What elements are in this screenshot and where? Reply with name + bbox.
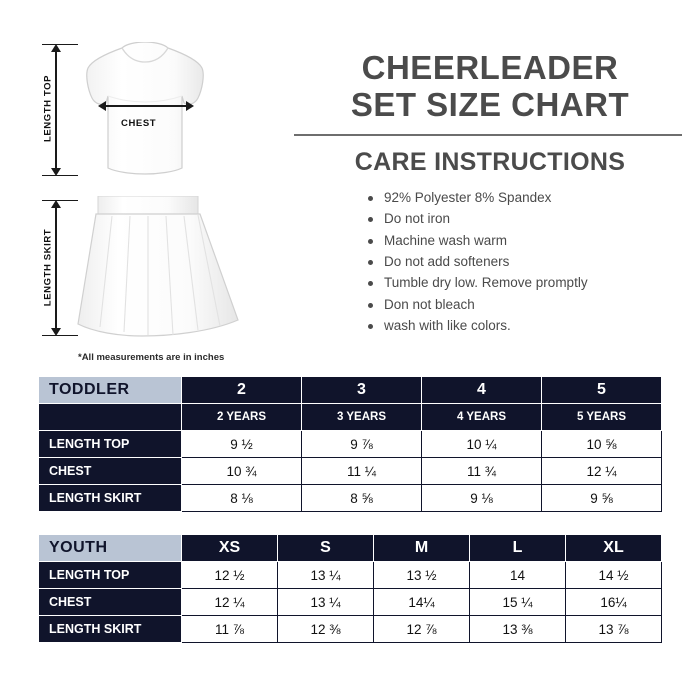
care-instructions-list (290, 191, 700, 334)
table-cell: 14 ½ (566, 562, 662, 589)
length-skirt-tick-lower (42, 335, 78, 336)
youth-size-s: S (278, 535, 374, 562)
table-cell: 14¼ (374, 589, 470, 616)
table-cell: 10 ⅝ (542, 431, 662, 458)
table-cell: 13 ¼ (278, 562, 374, 589)
garment-illustration (0, 0, 290, 370)
toddler-size-2: 2 (182, 377, 302, 404)
toddler-size-table (38, 376, 662, 512)
table-cell: 13 ½ (374, 562, 470, 589)
youth-size-m: M (374, 535, 470, 562)
table-row (39, 377, 662, 404)
table-cell: 9 ⅛ (422, 485, 542, 512)
text-column (290, 0, 700, 370)
length-top-tick-upper (42, 44, 78, 45)
table-cell: 16¼ (566, 589, 662, 616)
length-top-label: LENGTH TOP (42, 74, 54, 143)
length-skirt-tick-upper (42, 200, 78, 201)
list-item: Do not iron (368, 212, 700, 227)
length-top-tick-lower (42, 175, 78, 176)
youth-header-label: YOUTH (39, 535, 182, 562)
table-cell: 11 ¾ (422, 458, 542, 485)
list-item: Do not add softeners (368, 255, 700, 270)
table-row (39, 589, 662, 616)
toddler-row-label-length-skirt: LENGTH SKIRT (39, 485, 182, 512)
cheer-skirt-graphic (70, 196, 255, 341)
table-cell: 8 ⅛ (182, 485, 302, 512)
table-cell: 9 ⅞ (302, 431, 422, 458)
table-cell: 12 ¼ (182, 589, 278, 616)
list-item: 92% Polyester 8% Spandex (368, 191, 700, 206)
table-cell: 12 ½ (182, 562, 278, 589)
table-row (39, 458, 662, 485)
toddler-sublabel-4: 4 YEARS (422, 404, 542, 431)
list-item: wash with like colors. (368, 319, 700, 334)
toddler-sublabel-3: 3 YEARS (302, 404, 422, 431)
table-cell: 10 ¼ (422, 431, 542, 458)
table-cell: 12 ¼ (542, 458, 662, 485)
chest-dimension-arrow (98, 98, 194, 114)
toddler-sublabel-2: 2 YEARS (182, 404, 302, 431)
table-cell: 15 ¼ (470, 589, 566, 616)
table-cell: 9 ½ (182, 431, 302, 458)
youth-size-table (38, 534, 662, 643)
chest-label: CHEST (121, 118, 157, 129)
table-row (39, 562, 662, 589)
list-item: Tumble dry low. Remove promptly (368, 276, 700, 291)
table-cell: 10 ¾ (182, 458, 302, 485)
table-cell: 11 ⅞ (182, 616, 278, 643)
youth-size-xl: XL (566, 535, 662, 562)
title-divider (294, 134, 682, 136)
toddler-sub-blank (39, 404, 182, 431)
size-tables (0, 376, 700, 643)
table-cell: 13 ⅜ (470, 616, 566, 643)
table-row (39, 485, 662, 512)
title-line-2: SET SIZE CHART (350, 85, 630, 123)
toddler-row-label-length-top: LENGTH TOP (39, 431, 182, 458)
table-cell: 12 ⅞ (374, 616, 470, 643)
youth-size-xs: XS (182, 535, 278, 562)
table-row (39, 431, 662, 458)
table-row (39, 404, 662, 431)
toddler-size-5: 5 (542, 377, 662, 404)
measurements-footnote: *All measurements are in inches (78, 352, 225, 363)
title-line-1: CHEERLEADER (361, 49, 619, 86)
table-cell: 9 ⅝ (542, 485, 662, 512)
page-title (290, 50, 700, 124)
list-item: Machine wash warm (368, 234, 700, 249)
table-cell: 8 ⅝ (302, 485, 422, 512)
youth-row-label-length-skirt: LENGTH SKIRT (39, 616, 182, 643)
length-skirt-label: LENGTH SKIRT (42, 228, 54, 307)
table-cell: 14 (470, 562, 566, 589)
toddler-sublabel-5: 5 YEARS (542, 404, 662, 431)
toddler-size-3: 3 (302, 377, 422, 404)
table-cell: 11 ¼ (302, 458, 422, 485)
table-row (39, 616, 662, 643)
toddler-header-label: TODDLER (39, 377, 182, 404)
table-cell: 13 ⅞ (566, 616, 662, 643)
youth-row-label-length-top: LENGTH TOP (39, 562, 182, 589)
table-cell: 13 ¼ (278, 589, 374, 616)
care-instructions-heading: CARE INSTRUCTIONS (354, 147, 626, 176)
table-row (39, 535, 662, 562)
toddler-row-label-chest: CHEST (39, 458, 182, 485)
table-cell: 12 ⅜ (278, 616, 374, 643)
youth-size-l: L (470, 535, 566, 562)
toddler-size-4: 4 (422, 377, 542, 404)
youth-row-label-chest: CHEST (39, 589, 182, 616)
list-item: Don not bleach (368, 298, 700, 313)
